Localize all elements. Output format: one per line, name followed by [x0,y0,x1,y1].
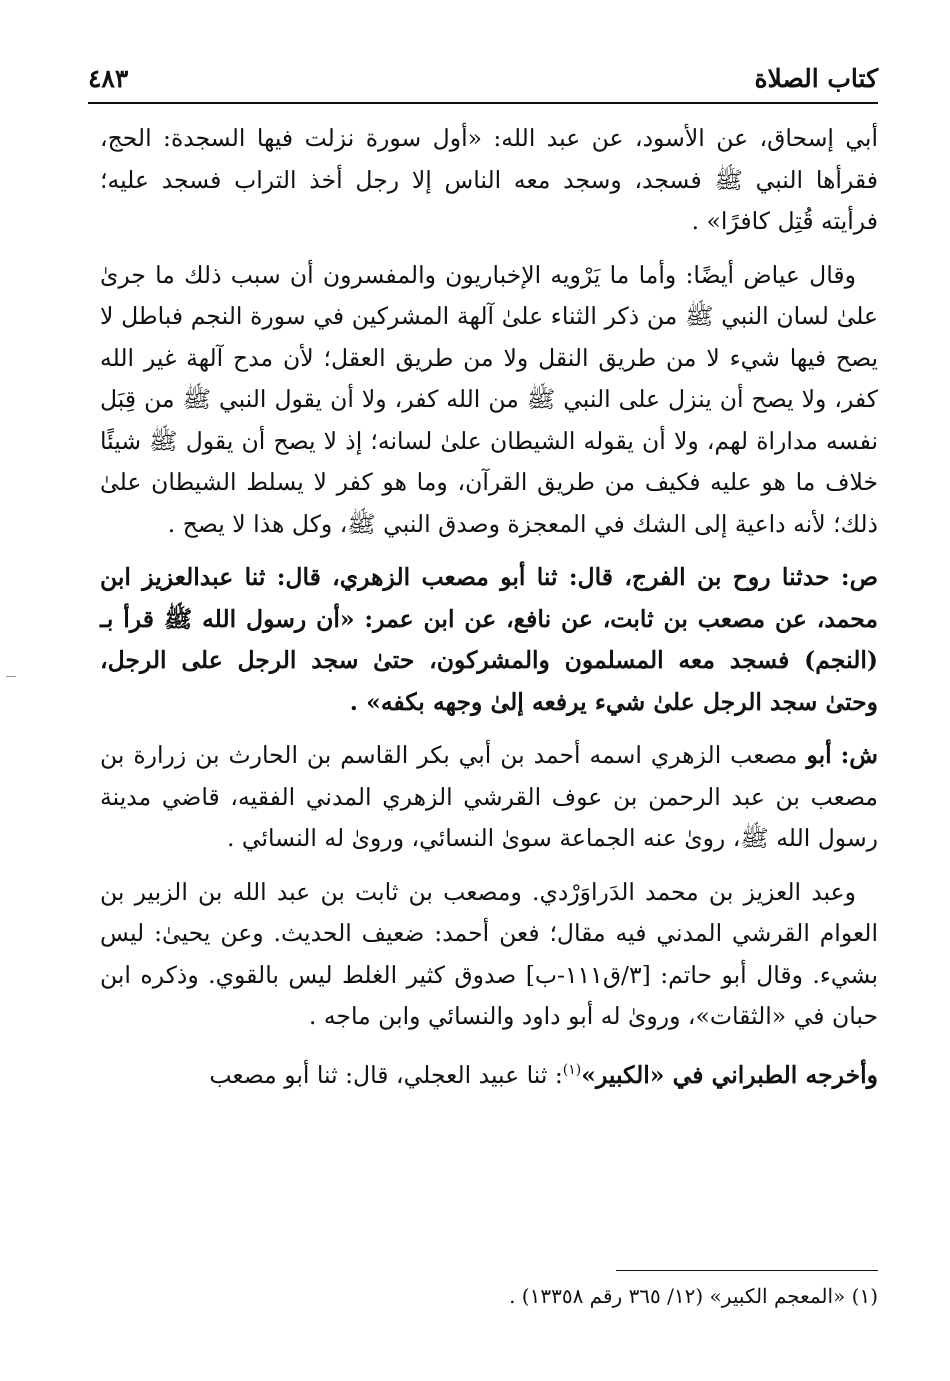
footnote-reference: (١) [562,1061,582,1078]
page-number: ٤٨٣ [88,64,129,93]
commentary-text: مصعب الزهري اسمه أحمد بن أبي بكر القاسم بن الحارث بن زرارة بن مصعب بن عبد الرحمن بن عوف القرشي الزهري المدني الفقيه، قاضي مدينة رسول الله ﷺ، روىٰ عنه الجماعة سوىٰ النسائي، وروىٰ له النسائي . [100,741,878,852]
commentary-paragraph [100,735,878,860]
page-body [100,118,878,1096]
hadith-paragraph [100,557,878,723]
shin-marker: ش: [840,741,878,769]
paragraph-1: أبي إسحاق، عن الأسود، عن عبد الله: «أول سورة نزلت فيها السجدة: الحج، فقرأها النبي ﷺ فسجد، وسجد معه الناس إلا رجل أخذ التراب فسجد عليه؛ فرأيته قُتِل كافرًا» . [100,124,878,235]
paragraph-5: وعبد العزيز بن محمد الدَراوَرْدي. ومصعب بن ثابت بن عبد الله بن الزبير بن العوام القرشي المدني فيه مقال؛ فعن أحمد: ضعيف الحديث. وعن يحيىٰ: ليس بشيء. وقال أبو حاتم: [٣/ق١١١-ب] صدوق كثير الغلط ليس بالقوي. وذكره ابن حبان في «الثقات»، وروىٰ له أبو داود والنسائي وابن ماجه . [100,877,878,1030]
sad-marker: ص: [840,563,879,591]
hadith-text: حدثنا روح بن الفرج، قال: ثنا أبو مصعب الزهري، قال: ثنا عبدالعزيز ابن محمد، عن مصعب بن ثابت، عن نافع، عن ابن عمر: «أن رسول الله ﷺ قرأ بـ (النجم) فسجد معه المسلمون والمشركون، حتىٰ سجد الرجل على الرجل، وحتىٰ سجد الرجل علىٰ شيء يرفعه إلىٰ وجهه بكفه» . [100,563,878,716]
paragraph-6 [100,1050,878,1096]
tabarani-lead: وأخرجه الطبراني في «الكبير» [581,1060,878,1089]
running-title: كتاب الصلاة [754,64,878,93]
paragraph-2: وقال عياض أيضًا: وأما ما يَرْويه الإخباريون والمفسرون أن سبب ذلك ما جرىٰ علىٰ لسان النبي ﷺ من ذكر الثناء علىٰ آلهة المشركين في سورة النجم فباطل لا يصح فيها شيء لا من طريق النقل ولا من طريق العقل؛ لأن مدح آلهة غير الله كفر، ولا يصح أن ينزل على النبي ﷺ من الله كفر، ولا أن يقول النبي ﷺ من قِبَل نفسه مداراة لهم، ولا أن يقوله الشيطان علىٰ لسانه؛ إذ لا يصح أن يقول ﷺ شيئًا خلاف ما هو عليه فكيف من طريق القرآن، وما هو كفر لا يسلط الشيطان علىٰ ذلك؛ لأنه داعية إلى الشك في المعجزة وصدق النبي ﷺ، وكل هذا لا يصح . [100,260,878,538]
commentary-lead: أبو [806,741,832,769]
paragraph-6-text: : ثنا عبيد العجلي، قال: ثنا أبو مصعب [209,1060,563,1089]
margin-mark [6,676,16,677]
footnote: (١) «المعجم الكبير» (١٢/ ٣٦٥ رقم ١٣٣٥٨) . [509,1284,878,1308]
page-header [88,62,878,104]
footnote-divider [616,1270,878,1271]
